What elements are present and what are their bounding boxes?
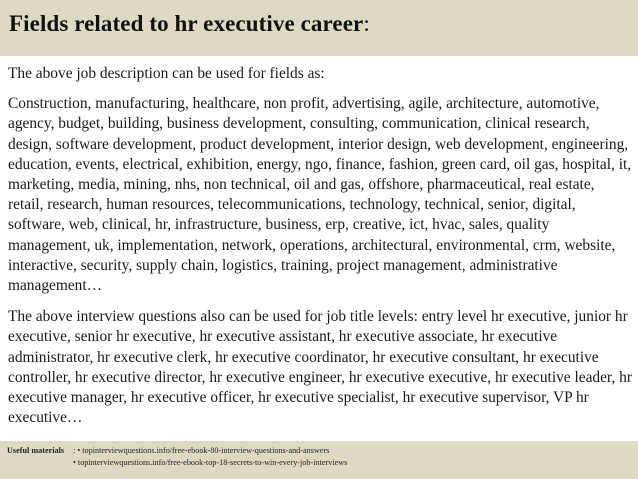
intro-text: The above job description can be used for fields as: xyxy=(8,65,325,82)
levels-paragraph: The above interview questions also can be used for job title levels: entry level hr executive, junior hr executive, senior hr executive, hr executive assistant, hr executive associate, hr executive administrator, hr executive clerk, hr executive coordinator, hr executive consultant, hr executive controller, hr executive director, hr executive engineer, hr executive executive, hr executive leader, hr executive manager, hr executive officer, hr executive specialist, hr executive supervisor, VP hr executive… xyxy=(8,308,632,427)
footer-row-1 xyxy=(7,445,638,457)
title-bar xyxy=(0,0,638,56)
footer-label: Useful materials xyxy=(7,446,65,455)
content xyxy=(8,64,632,428)
footer-link-2[interactable]: • topinterviewquestions.info/free-ebook-top-18-secrets-to-win-every-job-interviews xyxy=(73,458,348,467)
page-title xyxy=(9,11,370,36)
footer xyxy=(0,441,638,479)
fields-paragraph: Construction, manufacturing, healthcare, non profit, advertising, agile, architecture, automotive, agency, budget, building, business development, consulting, communication, clinical research, design, software development, product development, interior design, web development, engineering, education, events, electrical, exhibition, energy, ngo, finance, fashion, green card, oil gas, hospital, it, marketing, media, mining, nhs, non technical, oil and gas, offshore, pharmaceutical, real estate, retail, research, human resources, telecommunications, technology, technical, senior, digital, software, web, clinical, hr, infrastructure, business, erp, creative, ict, hvac, sales, quality management, uk, implementation, network, operations, architectural, environmental, crm, website, interactive, security, supply chain, logistics, training, project management, administrative management… xyxy=(8,95,632,295)
footer-spacer xyxy=(7,457,73,469)
page-title-colon: : xyxy=(363,11,370,36)
page-title-text: Fields related to hr executive career xyxy=(9,11,364,36)
footer-row-2 xyxy=(7,457,638,469)
footer-link-1[interactable]: : • topinterviewquestions.info/free-ebook-80-interview-questions-and-answers xyxy=(73,446,330,455)
